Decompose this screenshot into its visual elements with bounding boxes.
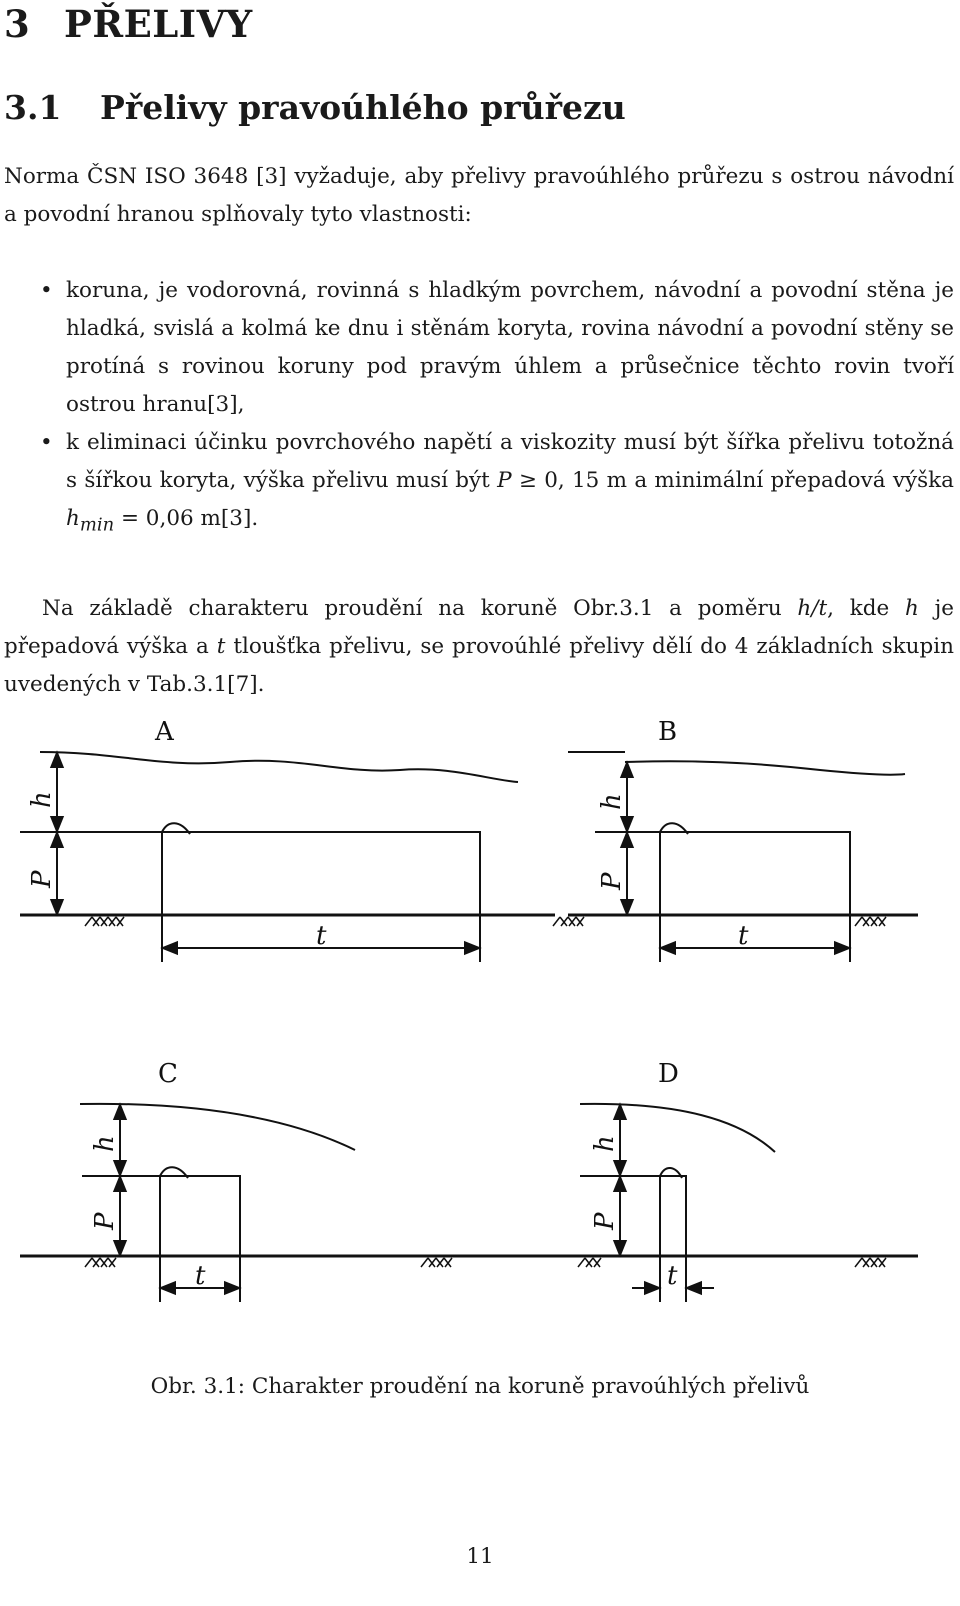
section-number: 3.1 bbox=[4, 88, 62, 127]
dim-label-h: h bbox=[90, 1135, 120, 1152]
bullet-icon: • bbox=[40, 430, 53, 455]
paragraph-text: je přepadová výška a bbox=[4, 596, 954, 659]
dim-label-t: t bbox=[195, 1261, 206, 1291]
list-item-text: k eliminaci účinku povrchového napětí a viskozity musí být šířka přelivu totožná s šířkou koryta, výška přelivu musí být bbox=[66, 430, 954, 493]
panel-label-b: B bbox=[658, 717, 678, 747]
panel-b bbox=[553, 752, 918, 962]
dim-label-p: P bbox=[27, 870, 57, 888]
dim-label-p: P bbox=[590, 1212, 620, 1230]
list-item-text: koruna, je vodorovná, rovinná s hladkým povrchem, návodní a povodní stěna je hladká, svislá a kolmá ke dnu i stěnám koryta, rovina návodní a povodní stěny se protíná s rovinou koruny pod pravým úhlem a průsečnice těchto rovin tvoří ostrou hranu[3], bbox=[66, 278, 954, 417]
weir-figure bbox=[0, 710, 960, 1330]
math-symbol-t: t bbox=[216, 634, 226, 659]
paragraph-text: Na základě charakteru proudění na koruně Obr.3.1 a poměru bbox=[42, 596, 782, 621]
list-item bbox=[40, 272, 954, 424]
math-ratio: h/t bbox=[797, 596, 828, 621]
dim-label-h: h bbox=[27, 791, 57, 808]
section-title: Přelivy pravoúhlého průřezu bbox=[100, 88, 626, 127]
list-item-text: a minimální přepadová výška bbox=[634, 468, 954, 493]
panel-c bbox=[20, 1104, 918, 1302]
paragraph-text: , kde bbox=[827, 596, 890, 621]
panel-label-d: D bbox=[658, 1059, 679, 1089]
math-subscript-min: min bbox=[79, 514, 115, 536]
math-ge-value: ≥ 0, 15 m bbox=[518, 468, 628, 493]
weir-diagram bbox=[0, 710, 960, 1330]
dim-label-h: h bbox=[597, 793, 627, 810]
panel-d bbox=[578, 1104, 886, 1302]
dim-label-p: P bbox=[90, 1212, 120, 1230]
chapter-heading bbox=[4, 2, 253, 46]
dim-label-t: t bbox=[316, 921, 327, 951]
section-heading bbox=[4, 88, 626, 127]
math-symbol-p: P bbox=[497, 468, 512, 493]
dim-label-t: t bbox=[667, 1261, 678, 1291]
math-min-value: = 0,06 m[3]. bbox=[120, 506, 259, 531]
dim-label-t: t bbox=[738, 921, 749, 951]
math-symbol-h: h bbox=[66, 506, 80, 531]
intro-paragraph: Norma ČSN ISO 3648 [3] vyžaduje, aby přelivy pravoúhlého průřezu s ostrou návodní a povodní hranou splňovaly tyto vlastnosti: bbox=[4, 164, 954, 227]
math-symbol-h: h bbox=[905, 596, 919, 621]
dim-label-h: h bbox=[590, 1135, 620, 1152]
dim-label-p: P bbox=[597, 872, 627, 890]
page-number: 11 bbox=[466, 1544, 494, 1569]
panel-label-c: C bbox=[158, 1059, 178, 1089]
chapter-number: 3 bbox=[4, 2, 31, 46]
panel-a bbox=[20, 752, 555, 962]
paragraph-text: tloušťka přelivu, se provoúhlé přelivy dělí do 4 základních skupin uvedených v Tab.3.1[7]. bbox=[4, 634, 954, 697]
classification-paragraph bbox=[4, 590, 954, 704]
requirements-list bbox=[40, 272, 954, 544]
figure-caption: Obr. 3.1: Charakter proudění na koruně pravoúhlých přelivů bbox=[150, 1374, 810, 1399]
panel-label-a: A bbox=[155, 717, 174, 747]
list-item bbox=[40, 424, 954, 544]
chapter-title: PŘELIVY bbox=[64, 2, 253, 46]
bullet-icon: • bbox=[40, 278, 53, 303]
